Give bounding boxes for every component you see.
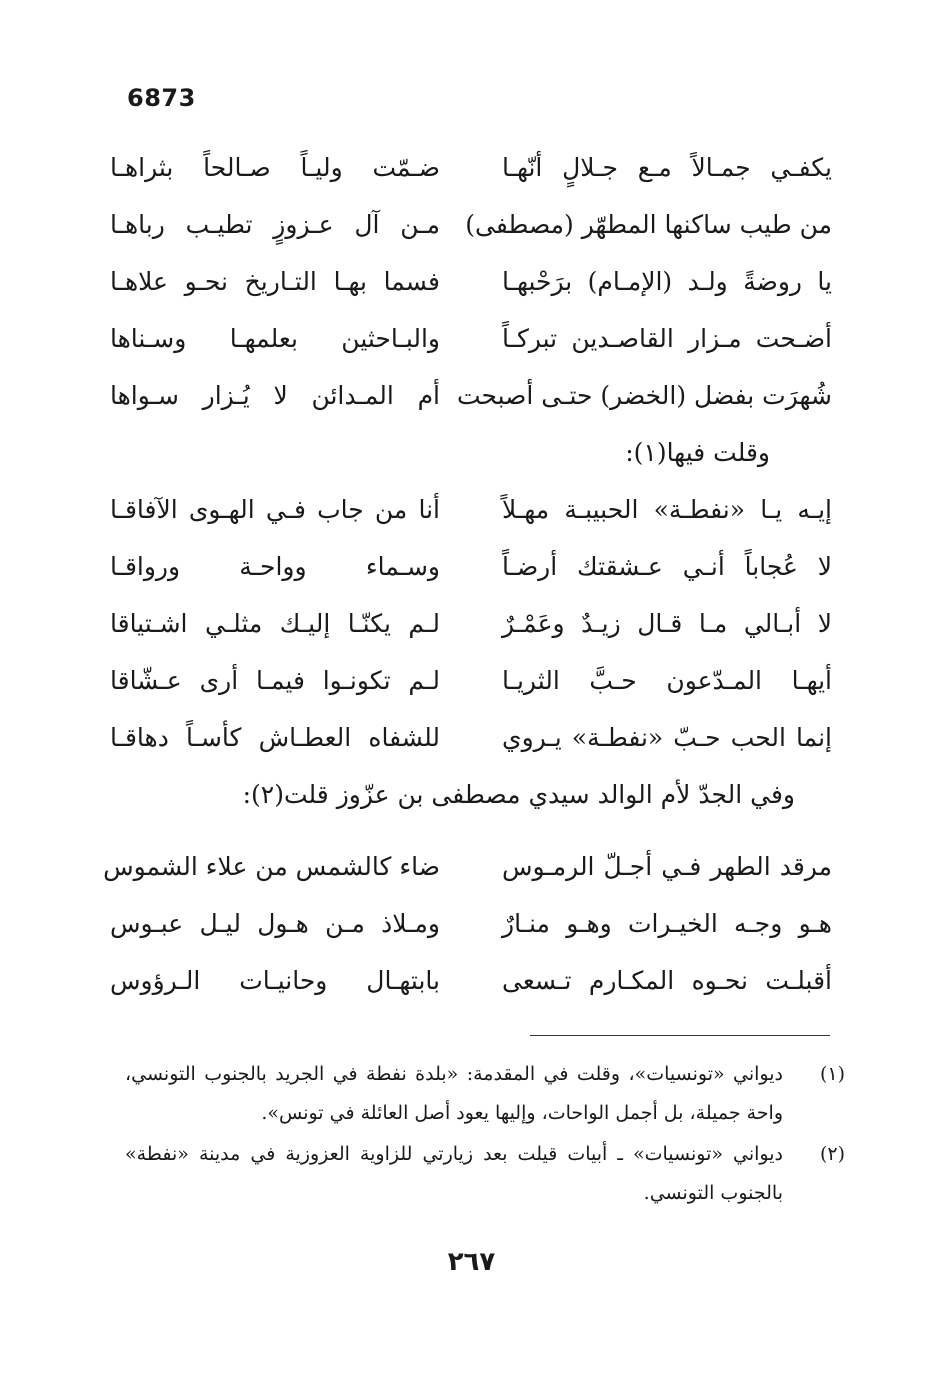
second-hemistich: ضـمّت وليـاً صـالحاً بثراهـا [110, 153, 440, 182]
poem-block-1 [110, 148, 850, 490]
footnote-marker: (١) [819, 1063, 845, 1085]
footnote-1 [125, 1055, 845, 1133]
verse [110, 205, 850, 262]
footnote-separator [530, 1035, 830, 1036]
footnotes [125, 1055, 845, 1215]
first-hemistich: أيهـا المـدّعون حـبَّ الثريـا [502, 666, 832, 695]
intro-line: وفي الجدّ لأم الوالد سيدي مصطفى بن عزّوز قلت(٢): [242, 780, 795, 809]
second-hemistich: أم المـدائن لا يُـزار سـواها [110, 381, 440, 410]
second-hemistich: والبـاحثين بعلمهـا وسـناها [110, 324, 440, 353]
first-hemistich: من طيب ساكنها المطهّر (مصطفى) [465, 210, 832, 239]
first-hemistich: إنما الحب حـبّ «نفطـة» يـروي [502, 723, 832, 752]
verse [110, 376, 850, 433]
first-hemistich: مرقد الطهر فـي أجـلّ الرمـوس [502, 852, 832, 881]
second-hemistich: فسما بهـا التـاريخ نحـو علاهـا [110, 267, 440, 296]
second-hemistich: لـم تكونـوا فيمـا أرى عـشّاقا [110, 666, 440, 695]
footnote-text: ديواني «تونسيات»، وقلت في المقدمة: «بلدة نفطة في الجريد بالجنوب التونسي، واحة جميلة، بل أجمل الواحات، وإليها يعود أصل العائلة في تونس». [125, 1063, 783, 1124]
verse [110, 661, 850, 718]
first-hemistich: يكفـي جمـالاً مـع جـلالٍ أنّهـا [502, 153, 832, 182]
footnote-marker: (٢) [819, 1143, 845, 1165]
footnote-2 [125, 1135, 845, 1213]
first-hemistich: هـو وجـه الخيـرات وهـو منـارٌ [502, 909, 832, 938]
page-number: ٢٦٧ [447, 1247, 496, 1277]
first-hemistich: لا أبـالي مـا قـال زيـدٌ وعَمْـرٌ [502, 609, 832, 638]
first-hemistich: إيـه يـا «نفطـة» الحبيبـة مهـلاً [502, 495, 832, 524]
verse [110, 319, 850, 376]
verse [110, 718, 850, 775]
verse [110, 148, 850, 205]
verse [110, 904, 850, 961]
second-hemistich: للشفاه العطـاش كأسـاً دهاقـا [110, 723, 440, 752]
second-hemistich: مـن آل عـزوزٍ تطيـب رباهـا [110, 210, 440, 239]
poem-block-3 [103, 847, 850, 1018]
verse [110, 490, 850, 547]
intro-line: وقلت فيها(١): [625, 438, 770, 467]
second-hemistich: بابتهـال وحانيـات الـرؤوس [110, 966, 440, 995]
second-hemistich: ضاء كالشمس من علاء الشموس [103, 852, 440, 881]
verse [110, 604, 850, 661]
first-hemistich: شُهرَت بفضل (الخضر) حتـى أصبحت [456, 381, 832, 410]
second-hemistich: ومـلاذ مـن هـول ليـل عبـوس [110, 909, 440, 938]
verse [110, 961, 850, 1018]
verse [110, 262, 850, 319]
verse [103, 847, 850, 904]
second-hemistich: لـم يكنّـا إليـك مثلـي اشـتياقا [110, 609, 440, 638]
first-hemistich: يا روضةً ولـد (الإمـام) برَحْبهـا [502, 267, 832, 296]
second-hemistich: وسـماء وواحـة ورواقـا [110, 552, 440, 581]
footnote-text: ديواني «تونسيات» ـ أبيات قيلت بعد زيارتي للزاوية العزوزية في مدينة «نفطة» بالجنوب التونسي. [125, 1143, 783, 1204]
verse [110, 547, 850, 604]
poem-block-2 [110, 490, 850, 832]
first-hemistich: أقبلـت نحـوه المكـارم تـسعى [502, 966, 832, 995]
first-hemistich: أضـحت مـزار القاصـدين تبركـاً [502, 324, 832, 353]
first-hemistich: لا عُجاباً أنـي عـشقتك أرضـاً [502, 552, 832, 581]
page-reference-number: 6873 [127, 84, 196, 112]
second-hemistich: أنا من جاب فـي الهـوى الآفاقـا [110, 495, 440, 524]
